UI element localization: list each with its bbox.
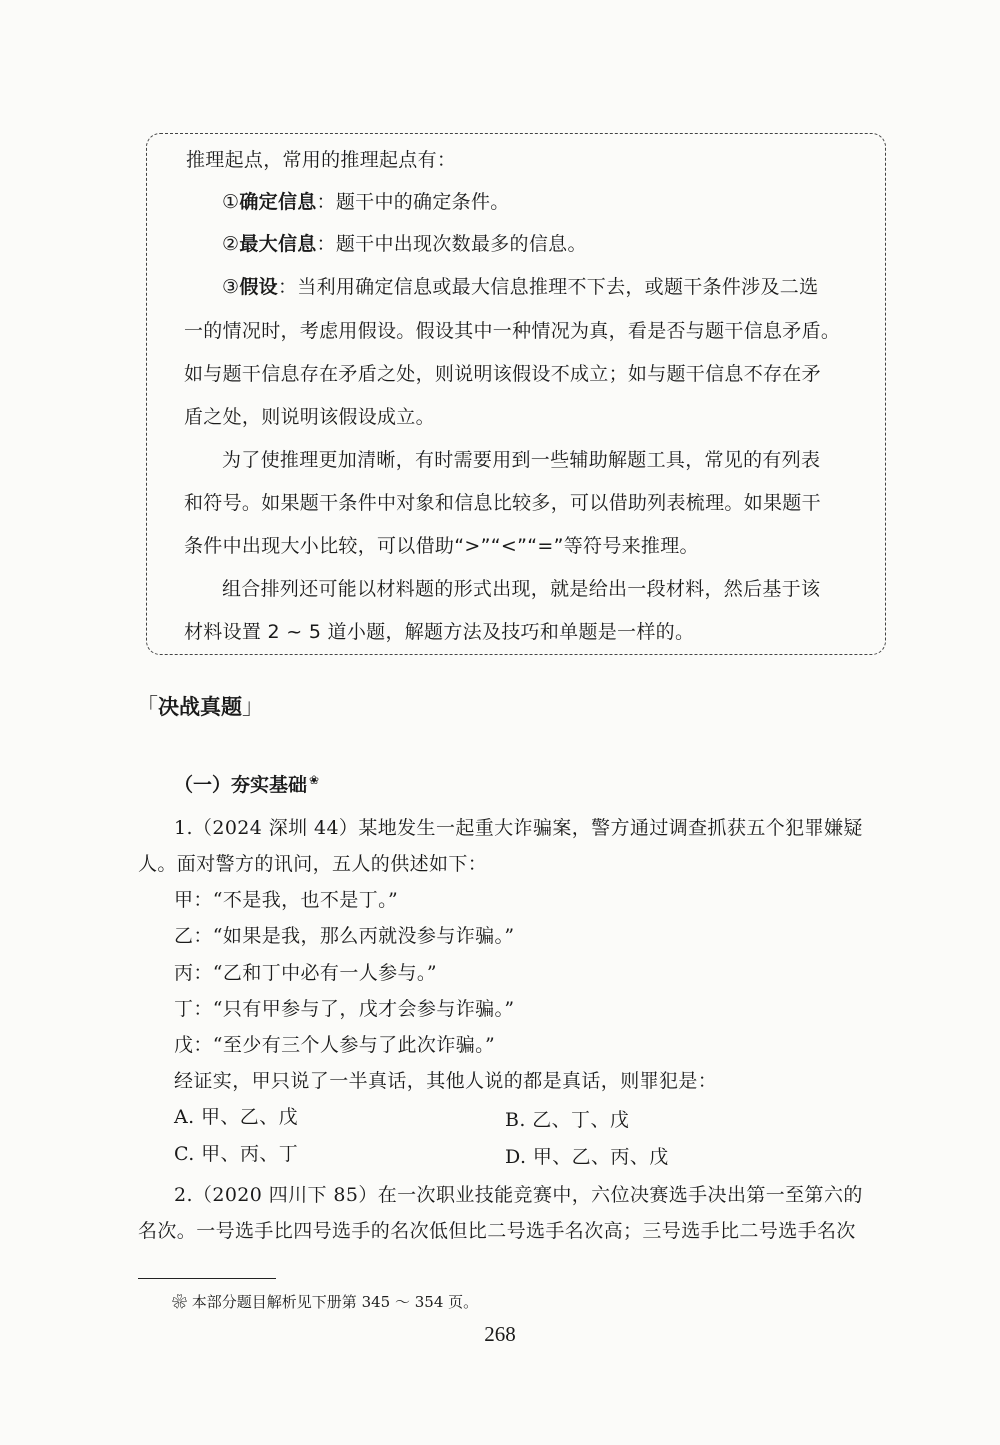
section-bracket-close: 」 bbox=[242, 695, 265, 720]
subsection-title-text: （一）夯实基础 bbox=[174, 774, 308, 796]
q1-line-2: 人。面对警方的讯问，五人的供述如下： bbox=[138, 853, 488, 875]
flower-icon: ❀ bbox=[309, 772, 320, 787]
q2-line-1: 2.（2020 四川下 85）在一次职业技能竞赛中，六位决赛选手决出第一至第六的 bbox=[174, 1184, 863, 1206]
q1-option-b: B. 乙、丁、戊 bbox=[505, 1109, 630, 1131]
q1-statement: 丁：“只有甲参与了，戊才会参与诈骗。” bbox=[174, 998, 515, 1020]
q1-option-c: C. 甲、丙、丁 bbox=[174, 1143, 299, 1165]
q1-statement: 戊：“至少有三个人参与了此次诈骗。” bbox=[174, 1034, 496, 1056]
footnote-text: 本部分题目解析见下册第 345 ～ 354 页。 bbox=[191, 1293, 479, 1311]
tip-paragraph-3-line: 材料设置 2 ~ 5 道小题，解题方法及技巧和单题是一样的。 bbox=[184, 621, 695, 643]
section-title bbox=[136, 690, 264, 721]
tip-item-1 bbox=[222, 190, 510, 214]
tip-item-3-term: 假设 bbox=[239, 276, 278, 298]
tip-item-3 bbox=[222, 275, 818, 299]
q1-option-a: A. 甲、乙、戊 bbox=[174, 1106, 299, 1128]
tip-item-1-term: 确定信息 bbox=[239, 191, 317, 213]
tip-item-2 bbox=[222, 232, 587, 256]
tip-item-2-colon: ： bbox=[316, 233, 336, 255]
tip-paragraph-2-line: 条件中出现大小比较，可以借助“>”“<”“=”等符号来推理。 bbox=[184, 535, 699, 557]
section-bracket-open: 「 bbox=[136, 695, 159, 720]
flower-icon: ❀ bbox=[172, 1293, 188, 1311]
subsection-title bbox=[174, 770, 319, 797]
tip-item-3-colon: ： bbox=[277, 276, 298, 298]
section-title-text: 决战真题 bbox=[158, 695, 243, 719]
q1-statement: 乙：“如果是我，那么丙就没参与诈骗。” bbox=[174, 925, 515, 947]
tip-item-3-desc: 当利用确定信息或最大信息推理不下去，或题干条件涉及二选 bbox=[297, 276, 819, 298]
tip-item-3-marker: ③ bbox=[222, 276, 240, 298]
tip-item-2-desc: 题干中出现次数最多的信息。 bbox=[335, 233, 587, 255]
tip-item-2-marker: ② bbox=[222, 233, 240, 255]
q1-statement: 甲：“不是我，也不是丁。” bbox=[174, 889, 399, 911]
q1-line-1: 1.（2024 深圳 44）某地发生一起重大诈骗案，警方通过调查抓获五个犯罪嫌疑 bbox=[174, 817, 863, 839]
q2-line-2: 名次。一号选手比四号选手的名次低但比二号选手名次高；三号选手比二号选手名次 bbox=[138, 1220, 856, 1242]
footnote bbox=[172, 1291, 478, 1312]
q1-option-d: D. 甲、乙、丙、戊 bbox=[505, 1146, 669, 1168]
tip-paragraph-3-line: 组合排列还可能以材料题的形式出现，就是给出一段材料，然后基于该 bbox=[222, 578, 821, 600]
tip-item-1-colon: ： bbox=[316, 191, 336, 213]
tip-item-3-line: 如与题干信息存在矛盾之处，则说明该假设不成立；如与题干信息不存在矛 bbox=[184, 363, 821, 385]
tip-paragraph-2-line: 为了使推理更加清晰，有时需要用到一些辅助解题工具，常见的有列表 bbox=[222, 449, 821, 471]
tip-paragraph-2-line: 和符号。如果题干条件中对象和信息比较多，可以借助列表梳理。如果题干 bbox=[184, 492, 821, 514]
tip-item-2-term: 最大信息 bbox=[239, 233, 317, 255]
tip-intro: 推理起点，常用的推理起点有： bbox=[186, 149, 457, 171]
tip-item-3-line: 盾之处，则说明该假设成立。 bbox=[184, 406, 435, 428]
footnote-divider bbox=[138, 1278, 276, 1279]
tip-item-1-desc: 题干中的确定条件。 bbox=[335, 191, 510, 213]
tip-item-3-line: 一的情况时，考虑用假设。假设其中一种情况为真，看是否与题干信息矛盾。 bbox=[184, 320, 841, 342]
tip-item-1-marker: ① bbox=[222, 191, 240, 213]
q1-statement: 丙：“乙和丁中必有一人参与。” bbox=[174, 962, 437, 984]
page-number: 268 bbox=[484, 1322, 516, 1346]
q1-question: 经证实，甲只说了一半真话，其他人说的都是真话，则罪犯是： bbox=[174, 1070, 718, 1092]
